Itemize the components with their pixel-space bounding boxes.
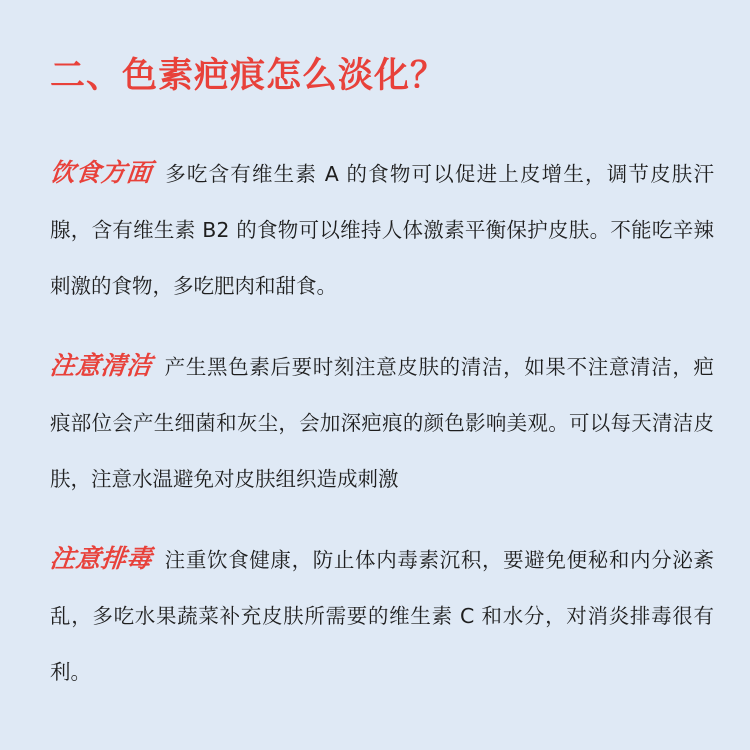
section-diet xyxy=(50,145,714,314)
section-body-detox: 注重饮食健康，防止体内毒素沉积，要避免便秘和内分泌紊乱，多吃水果蔬菜补充皮肤所需要的维生素 C 和水分，对消炎排毒很有利。 xyxy=(50,548,714,684)
section-body-cleaning: 产生黑色素后要时刻注意皮肤的清洁，如果不注意清洁，疤痕部位会产生细菌和灰尘，会加深疤痕的颜色影响美观。可以每天清洁皮肤，注意水温避免对皮肤组织造成刺激 xyxy=(50,355,714,491)
section-heading-detox: 注意排毒 xyxy=(48,544,154,573)
section-heading-cleaning: 注意清洁 xyxy=(48,351,154,380)
section-detox xyxy=(50,531,714,700)
section-cleaning xyxy=(50,338,714,507)
page-title: 二、色素疤痕怎么淡化？ xyxy=(50,56,447,96)
section-body-diet: 多吃含有维生素 A 的食物可以促进上皮增生，调节皮肤汗腺，含有维生素 B2 的食物可以维持人体激素平衡保护皮肤。不能吃辛辣刺激的食物，多吃肥肉和甜食。 xyxy=(50,162,714,298)
section-heading-diet: 饮食方面 xyxy=(48,158,154,187)
